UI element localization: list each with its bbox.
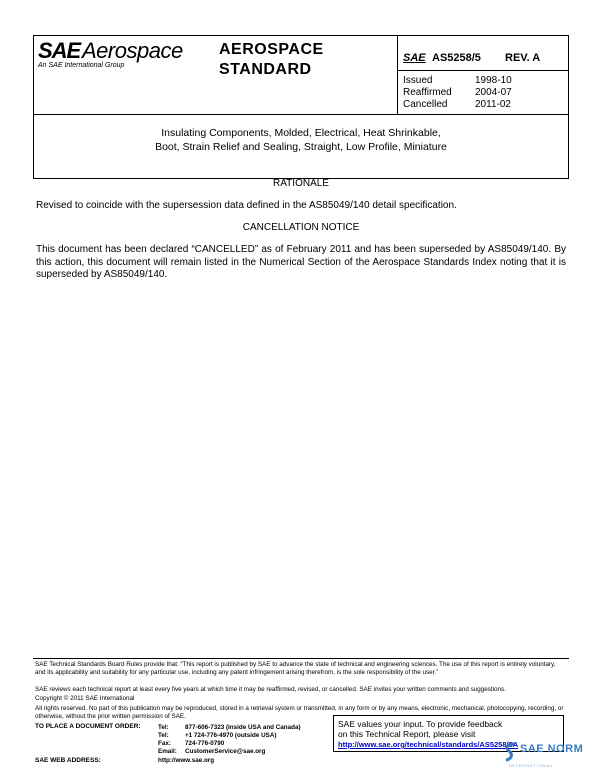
rationale-heading: RATIONALE: [273, 178, 329, 189]
contact-row: [158, 740, 358, 748]
watermark-subtext: INTERNATIONAL: [509, 763, 554, 768]
web-label: SAE WEB ADDRESS:: [35, 757, 101, 764]
footer-rules-text: SAE Technical Standards Board Rules provide that: “This report is published by SAE to advance the state of technical and engineering sciences. The use of this report is entirely voluntary, and its applicability and suitability for any particular use, including any patent infringement arising therefrom, is the sole responsibility of the user.”: [35, 661, 556, 677]
contact-value: 877-606-7323 (inside USA and Canada): [185, 724, 301, 731]
footer-review-text: SAE reviews each technical report at least every five years at which time it may be reaffirmed, revised, or cancelled. SAE invites your written comments and suggestions.: [35, 686, 506, 693]
doc-number: AS5258/5: [432, 52, 481, 64]
document-title-line2: Boot, Strain Relief and Sealing, Straight, Low Profile, Miniature: [155, 141, 447, 153]
logo-aerospace: Aerospace: [82, 38, 183, 63]
date-label: Reaffirmed: [403, 87, 452, 98]
footer-rule: [33, 658, 569, 659]
doc-revision: REV. A: [505, 52, 541, 64]
feedback-line2: on this Technical Report, please visit: [338, 729, 476, 739]
date-issued: [403, 75, 563, 87]
cancellation-text: This document has been declared “CANCELLED” as of February 2011 and has been superseded by AS85049/140. By this action, this document will remain listed in the Numerical Section of the Aerospace Standards Index noting that it is superseded by AS85049/140.: [36, 244, 566, 280]
contact-value: +1 724-776-4970 (outside USA): [185, 732, 277, 739]
logo-subtitle: An SAE International Group: [38, 62, 125, 69]
contact-email-link[interactable]: CustomerService@sae.org: [185, 748, 266, 755]
footer-copyright: Copyright © 2011 SAE International: [35, 695, 135, 702]
document-title-line1: Insulating Components, Molded, Electrical, Heat Shrinkable,: [161, 127, 441, 139]
date-value: 1998-10: [475, 75, 512, 86]
cancellation-heading: CANCELLATION NOTICE: [242, 222, 360, 233]
contact-key: Tel:: [158, 724, 169, 731]
rationale-text: Revised to coincide with the supersession data defined in the AS85049/140 detail specification.: [36, 200, 457, 211]
contact-key: Email:: [158, 748, 177, 755]
footer-rights-text: All rights reserved. No part of this publication may be reproduced, stored in a retrieval system or transmitted, in any form or by any means, electronic, mechanical, photocopying, recording, or otherwise, without the prior written permission of SAE.: [35, 705, 564, 721]
date-label: Cancelled: [403, 99, 448, 110]
contact-row: [158, 724, 358, 732]
standard-title: [219, 40, 324, 80]
date-cancelled: [403, 99, 563, 111]
contact-key: Tel:: [158, 732, 169, 739]
date-label: Issued: [403, 75, 433, 86]
date-value: 2011-02: [475, 99, 511, 110]
date-reaffirmed: [403, 87, 563, 99]
web-address-link[interactable]: http://www.sae.org: [158, 757, 215, 764]
contact-key: Fax:: [158, 740, 171, 747]
standard-title-line2: STANDARD: [219, 61, 312, 78]
header-divider-doc-number: [397, 70, 569, 71]
contact-row: [158, 748, 358, 756]
logo-sae: SAE: [38, 38, 81, 63]
date-value: 2004-07: [475, 87, 512, 98]
standard-title-line1: AEROSPACE: [219, 41, 324, 58]
watermark-text: SAE NORM: [520, 743, 584, 755]
feedback-link[interactable]: http://www.sae.org/technical/standards/AS5258/5A: [338, 740, 519, 749]
header-divider-vertical: [397, 35, 398, 114]
order-label: TO PLACE A DOCUMENT ORDER:: [35, 723, 141, 730]
contact-row: [158, 732, 358, 740]
feedback-line1: SAE values your input. To provide feedback: [338, 719, 503, 729]
sae-norm-logo-icon: [503, 742, 517, 762]
document-title: [33, 126, 569, 154]
contact-value: 724-776-0790: [185, 740, 225, 747]
doc-mark: SAE: [403, 52, 426, 64]
header-divider-horizontal: [33, 114, 569, 115]
